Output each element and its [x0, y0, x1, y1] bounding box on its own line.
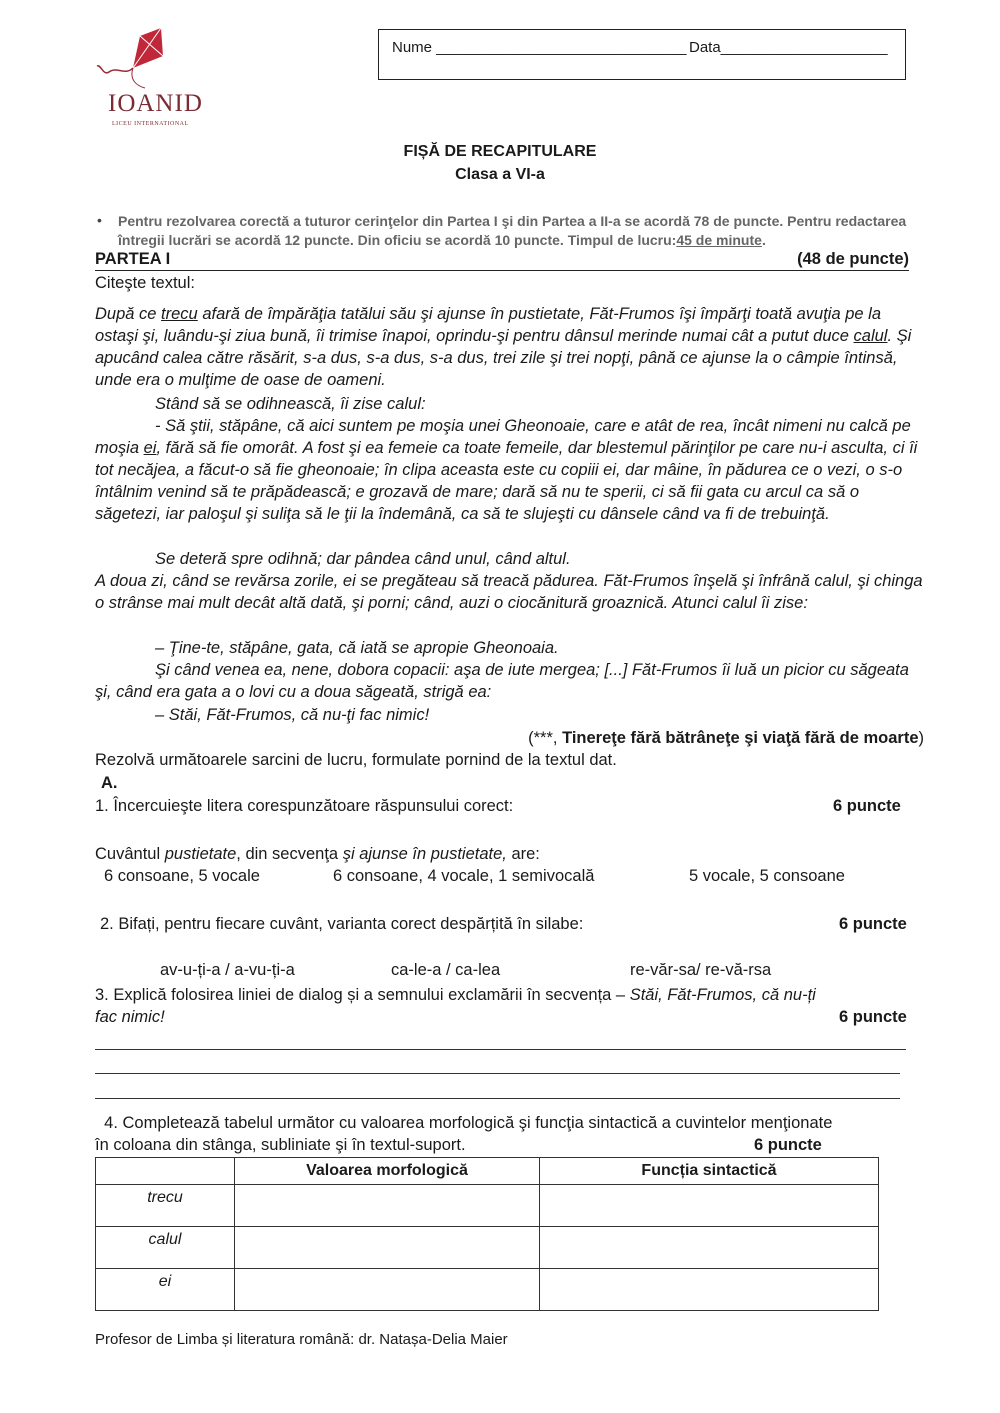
question-4-line-1: 4. Completează tabelul următor cu valoarea morfologică şi funcţia sintactică a cuvintelor menţionate [95, 1114, 833, 1132]
table-cell-synt[interactable] [540, 1185, 879, 1227]
table-header-morph: Valoarea morfologică [235, 1158, 540, 1185]
name-label[interactable]: Nume ______________________________ [392, 39, 687, 56]
answer-line-2[interactable] [95, 1073, 900, 1074]
partea-label: PARTEA I [95, 250, 171, 268]
q1-option-1[interactable]: 6 consoane, 5 vocale [104, 867, 260, 885]
table-cell-synt[interactable] [540, 1227, 879, 1269]
partea-header [95, 250, 909, 271]
page-title: FIȘĂ DE RECAPITULARE [403, 143, 597, 160]
question-1: 1. Încercuieşte litera corespunzătoare răspunsului corect: [95, 797, 514, 815]
section-a: A. [101, 774, 118, 792]
question-3: 3. Explică folosirea liniei de dialog și a semnului exclamării în secvența – Stăi, Făt-Frumos, că nu-ți [95, 986, 816, 1004]
text-paragraph-6: – Ţine-te, stăpâne, gata, că iată se apropie Gheonoaia. [155, 639, 559, 657]
question-4-line-2: în coloana din stânga, subliniate şi în textul-suport. [95, 1136, 466, 1154]
answer-line-1[interactable] [95, 1049, 906, 1050]
q2-option-1[interactable]: av-u-ți-a / a-vu-ți-a [160, 961, 295, 979]
logo-name: IOANID [108, 90, 203, 117]
text-paragraph-7: Şi când venea ea, nene, dobora copacii: aşa de iute mergea; [...] Făt-Frumos îi luă un picior cu săgeata şi, când era gata a o lovi cu a doua săgeată, strigă ea: [95, 661, 909, 701]
q1-option-2[interactable]: 6 consoane, 4 vocale, 1 semivocală [333, 867, 595, 885]
read-instruction: Citeşte textul: [95, 274, 195, 292]
logo-subtitle: LICEU INTERNATIONAL [112, 121, 189, 127]
time-limit: 45 de minute [676, 232, 762, 248]
table-cell-morph[interactable] [235, 1227, 540, 1269]
tasks-instruction: Rezolvă următoarele sarcini de lucru, formulate pornind de la textul dat. [95, 751, 617, 769]
footer-author: Profesor de Limba și literatura română: dr. Natașa-Delia Maier [95, 1331, 508, 1348]
q2-option-2[interactable]: ca-le-a / ca-lea [391, 961, 501, 979]
table-word: calul [96, 1227, 235, 1269]
answer-table [95, 1157, 879, 1311]
question-2-points: 6 puncte [839, 915, 907, 933]
table-cell-morph[interactable] [235, 1185, 540, 1227]
table-word: ei [96, 1269, 235, 1311]
q1-option-3[interactable]: 5 vocale, 5 consoane [689, 867, 845, 885]
table-row [96, 1185, 879, 1227]
text-paragraph-2: Stând să se odihnească, îi zise calul: [155, 395, 426, 413]
table-header-synt: Funcția sintactică [540, 1158, 879, 1185]
text-paragraph-1: După ce trecu afară de împărăţia tatălui său şi ajunse în pustietate, Făt-Frumos îşi împărţi toată avuţia pe la ostaşi şi, luându-şi ziua bună, îi trimise înapoi, oprindu-şi pentru dânsul merinde numai cât a putut duce calul. Şi apucând calea către răsărit, s-a dus, s-a dus, s-a dus, trei zile şi trei nopţi, până ce ajunse la o câmpie întinsă, unde era o mulţime de oase de oameni. [95, 305, 912, 389]
table-word: trecu [96, 1185, 235, 1227]
text-paragraph-8: – Stăi, Făt-Frumos, că nu-ţi fac nimic! [155, 706, 430, 724]
name-date-box [378, 29, 906, 80]
page-subtitle: Clasa a VI-a [455, 166, 545, 183]
table-row [96, 1227, 879, 1269]
question-3-quote-end: fac nimic! [95, 1008, 165, 1026]
table-cell-morph[interactable] [235, 1269, 540, 1311]
answer-line-3[interactable] [95, 1098, 900, 1099]
text-paragraph-3: - Să ştii, stăpâne, că aici suntem pe moşia unei Gheonoaie, care e atât de rea, încât nimeni nu calcă pe moşia ei, fără să fie omorât. A fost şi ea femeie ca toate femeile, dar blestemul părinţilor pe care nu-i asculta, ci îi tot necăjea, a făcut-o să fie gheonoaie; în clipa aceasta este cu copiii ei, dar mâine, în pădurea ce o vezi, o s-o întâlnim venind să te prăpădească; e grozavă de mare; dară să nu te sperii, ci să fii gata cu arcul ca să o săgetezi, iar paloşul şi suliţa să le ţii la îndemână, ca să te slujeşti cu dânsele când va fi de trebuinţă. [95, 417, 918, 523]
instructions-note: Pentru rezolvarea corectă a tuturor cerinţelor din Partea I şi din Partea a II-a se acordă 78 de puncte. Pentru redactarea întregii lucrări se acordă 12 puncte. Din oficiu se acordă 10 puncte. Timpul de lucru:45 de minute. [118, 213, 907, 248]
q2-option-3[interactable]: re-văr-sa/ re-vă-rsa [630, 961, 772, 979]
partea-points: (48 de puncte) [797, 250, 909, 268]
logo [95, 28, 203, 128]
date-label[interactable]: Data____________________ [689, 39, 888, 56]
text-paragraph-4: Se deteră spre odihnă; dar pândea când unul, când altul. [155, 550, 571, 568]
text-source: (***, Tinereţe fără bătrâneţe şi viaţă fără de moarte) [528, 729, 924, 747]
question-1-word: Cuvântul pustietate, din secvenţa şi ajunse în pustietate, are: [95, 845, 540, 863]
question-1-points: 6 puncte [833, 797, 901, 815]
table-row [96, 1269, 879, 1311]
text-paragraph-5: A doua zi, când se revărsa zorile, ei se pregăteau să treacă pădurea. Făt-Frumos înşelă şi înfrână calul, şi chinga o strânse mai mult decât altă dată, şi porni; când, auzi o ciocănitură groaznică. Atunci calul îi zise: [95, 572, 923, 612]
table-header-row [96, 1158, 879, 1185]
table-header-empty [96, 1158, 235, 1185]
question-4-points: 6 puncte [754, 1136, 822, 1154]
question-3-points: 6 puncte [839, 1008, 907, 1026]
question-2: 2. Bifați, pentru fiecare cuvânt, varianta corect despărțită în silabe: [100, 915, 584, 933]
table-cell-synt[interactable] [540, 1269, 879, 1311]
bullet: • [97, 212, 102, 228]
